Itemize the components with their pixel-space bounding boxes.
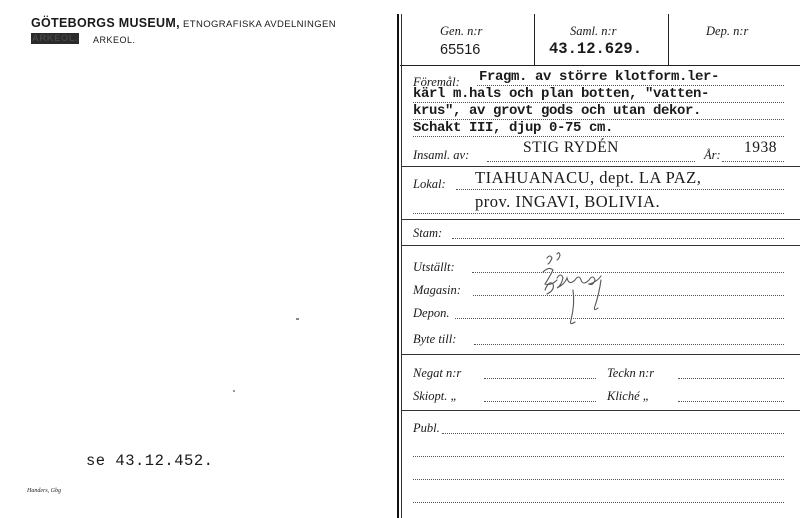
paper-speck (233, 390, 235, 392)
foremal-line: Schakt III, djup 0-75 cm. (413, 120, 614, 136)
magasin-dotline (473, 295, 784, 296)
museum-name: GÖTEBORGS MUSEUM, (31, 16, 180, 30)
publ-dotline (442, 433, 784, 434)
reference-note: se 43.12.452. (86, 452, 214, 470)
byte-dotline (474, 344, 784, 345)
card-divider (401, 14, 402, 518)
gen-value: 65516 (440, 42, 481, 58)
teckn-label: Teckn n:r (607, 366, 655, 380)
lokal-dotline (413, 213, 784, 214)
foremal-dotline (477, 85, 784, 86)
foremal-line: Fragm. av större klotform.ler- (479, 69, 720, 85)
publ-label: Publ. (413, 421, 440, 435)
section-rule (402, 354, 800, 355)
kliche-dotline (678, 401, 784, 402)
lokal-dotline (456, 189, 784, 190)
dep-label: Dep. n:r (706, 24, 749, 38)
foremal-label: Föremål: (413, 75, 460, 89)
department-name: ETNOGRAFISKA AVDELNINGEN (183, 19, 337, 30)
section-rule (402, 219, 800, 220)
foremal-dotline (413, 136, 784, 137)
insaml-dotline (487, 161, 695, 162)
foremal-dotline (413, 119, 784, 120)
lokal-line2: prov. INGAVI, BOLIVIA. (475, 192, 661, 211)
depon-label: Depon. (413, 306, 450, 320)
lokal-line1: TIAHUANACU, dept. LA PAZ, (475, 168, 702, 187)
publ-dotline (413, 456, 784, 457)
redacted-stamp: ARKEOL. (32, 33, 79, 44)
negat-label: Negat n:r (413, 366, 462, 380)
magasin-label: Magasin: (413, 283, 461, 297)
handwritten-signature (535, 250, 625, 330)
insaml-label: Insaml. av: (413, 148, 470, 162)
card-divider (397, 14, 399, 518)
year-label: År: (704, 148, 721, 162)
header-separator (668, 14, 669, 65)
paper-speck (296, 318, 299, 320)
stam-dotline (452, 238, 784, 239)
foremal-line: krus", av grovt gods och utan dekor. (413, 103, 702, 119)
stam-label: Stam: (413, 226, 443, 240)
utstallt-dotline (472, 272, 784, 273)
teckn-dotline (678, 378, 784, 379)
kliche-label: Kliché „ (607, 389, 650, 403)
insaml-value: STIG RYDÉN (523, 139, 619, 156)
saml-value: 43.12.629. (549, 40, 643, 58)
lokal-label: Lokal: (413, 177, 446, 191)
section-name: ARKEOL. (93, 35, 136, 45)
saml-label: Saml. n:r (570, 24, 617, 38)
header-separator (534, 14, 535, 65)
year-value: 1938 (744, 139, 777, 156)
year-dotline (722, 161, 784, 162)
foremal-dotline (413, 102, 784, 103)
section-rule (402, 410, 800, 411)
gen-label: Gen. n:r (440, 24, 483, 38)
skiopt-label: Skiopt. „ (413, 389, 458, 403)
publ-dotline (413, 479, 784, 480)
section-rule (402, 166, 800, 167)
printer-mark: Handers, Gbg (27, 488, 61, 494)
publ-dotline (413, 502, 784, 503)
utstallt-label: Utställt: (413, 260, 455, 274)
negat-dotline (484, 378, 596, 379)
skiopt-dotline (484, 401, 596, 402)
section-rule (402, 245, 800, 246)
foremal-line: kärl m.hals och plan botten, "vatten- (413, 86, 710, 102)
header-rule (400, 65, 800, 66)
byte-label: Byte till: (413, 332, 457, 346)
